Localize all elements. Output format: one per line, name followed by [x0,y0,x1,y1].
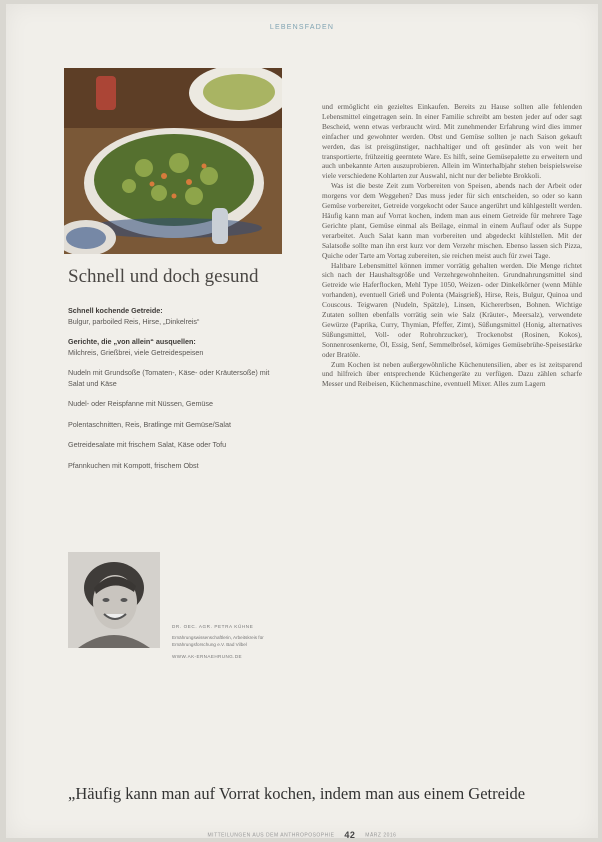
article-body [322,102,582,389]
list-item-text: Getreidesalate mit frischem Salat, Käse oder Tofu [68,440,227,449]
author-portrait-illustration [68,552,160,648]
list-item-heading: Gerichte, die „von allein“ ausquellen: [68,337,196,346]
author-website-link[interactable]: WWW.AK-ERNAEHRUNG.DE [172,654,243,660]
quick-meals-list [68,306,283,481]
page-number: 42 [344,830,356,840]
running-title: LEBENSFADEN [269,24,335,31]
author-portrait [68,552,160,648]
list-item-text: Nudel- oder Reispfanne mit Nüssen, Gemüse [68,399,214,408]
food-photo-illustration [64,68,282,254]
list-item-heading: Schnell kochende Getreide: [68,306,163,315]
list-item [68,420,283,431]
page-footer [6,830,598,840]
body-paragraph: Haltbare Lebensmittel können immer vorrätig gehalten werden. Die Menge richtet sich nach der Haushaltsgröße und Verzehrgewohnheiten. Grundnahrungsmittel sind Getreide wie Haferflocken, Mehl Type 1050, Weizen- oder Dinkelkörner (wenn Mühle vorhanden), eventuell Grieß und Polenta (Maisgrieß), Hirse, Reis, Bulgur, Quinoa und Couscous. Teigwaren (Nudeln, Spätzle), Linsen, Kichererbsen, Bohnen. Wichtige Zutaten sollten ebenfalls vorrätig sein wie Salz (Kräuter-, Meersalz), verwendete Gewürze (Paprika, Curry, Thymian, Pfeffer, Zimt), Süßungsmittel (Honig, alternatives Süßungsmittel, Voll- oder Rohrohrzucker), Trockenobst (Rosinen, Kokos), Sonnenrosenkerne, Öl, Essig, Senf, Semmelbrösel, körniges Gemüsebrühe-Speisestärke oder Bratöle. [322,260,582,359]
magazine-page [6,4,598,838]
list-item [68,368,283,389]
body-paragraph: Zum Kochen ist neben außergewöhnliche Küchenutensilien, aber es ist zeitsparend und hilfreich über entsprechende Küchengeräte zu verfügen. Dazu zählen scharfe Messer und Reibeisen, Küchenmaschine, eventuell Mixer. Alles zum Lagern [322,359,582,389]
list-item-text: Nudeln mit Grundsoße (Tomaten-, Käse- oder Kräutersoße) mit Salat und Käse [68,368,270,388]
list-item [68,306,283,327]
pull-quote: „Häufig kann man auf Vorrat kochen, indem man aus einem Getreide [68,784,526,803]
body-paragraph: Was ist die beste Zeit zum Vorbereiten von Speisen, abends nach der Arbeit oder morgens vor dem Weggehen? Das muss jeder für sich entscheiden, so oder so kann Gemüse vorbereitet, Getreide vorgekocht oder Sauce angerührt und kühlgestellt werden. Häufig kann man auf Vorrat kochen, indem man aus einem Getreide für mehrere Tage Gerichte plant, Gemüse einmal als Beilage, einmal in einem Auflauf oder als Suppe verarbeitet. Auch Salat kann man vorbereiten und abgedeckt kühlstellen. Mit der Salatsoße sollte man ihn erst kurz vor dem Verzehr mischen. Ebenso lassen sich Pizza, Quiche oder Tarte am Vortag zubereiten, sie reichen meist auch für zwei Tage. [322,181,582,260]
footer-publication: MITTEILUNGEN AUS DEM ANTHROPOSOPHIE [207,832,335,839]
list-item [68,440,283,451]
author-description: Ernährungswissenschaftlerin, Arbeitskreis für Ernährungsforschung e.V. Bad Vilbel [172,634,264,647]
list-item-text: Milchreis, Grießbrei, viele Getreidespeisen [68,347,204,357]
article-headline: Schnell und doch gesund [68,266,259,287]
footer-issue: MÄRZ 2016 [365,832,397,839]
body-paragraph: und ermöglicht ein gezieltes Einkaufen. Bereits zu Hause sollten alle fehlenden Lebensmittel eingetragen sein. In einer Familie schreibt am besten jeder auf oder sagt Bescheid, wenn etwas verbraucht wird. Mit zunehmender Erfahrung wird dies immer einfacher und gewohnter werden. Obst und Gemüse sollten je nach Saison gekauft werden, das ist preisgünstiger, nachhaltiger und oft gesünder als von weit her transportierte, frühzeitig geerntete Ware. Es hilft, seine Gemüsepalette zu erweitern und auch unbekannte Arten auszuprobieren. Allein im Winterhalbjahr stehen beispielsweise viele verschiedene Kohlarten zur Auswahl, nicht nur der beliebte Brokkoli. [322,102,582,181]
list-item-text: Bulgur, parboiled Reis, Hirse, „Dinkelreis“ [68,316,200,326]
food-photo [64,68,282,254]
list-item [68,461,283,472]
list-item [68,399,283,410]
author-name: DR. OEC. AGR. PETRA KÜHNE [172,624,254,629]
list-item [68,337,283,358]
author-bio [172,624,282,661]
list-item-text: Polentaschnitten, Reis, Bratlinge mit Gemüse/Salat [68,419,231,429]
list-item-text: Pfannkuchen mit Kompott, frischem Obst [68,460,199,470]
